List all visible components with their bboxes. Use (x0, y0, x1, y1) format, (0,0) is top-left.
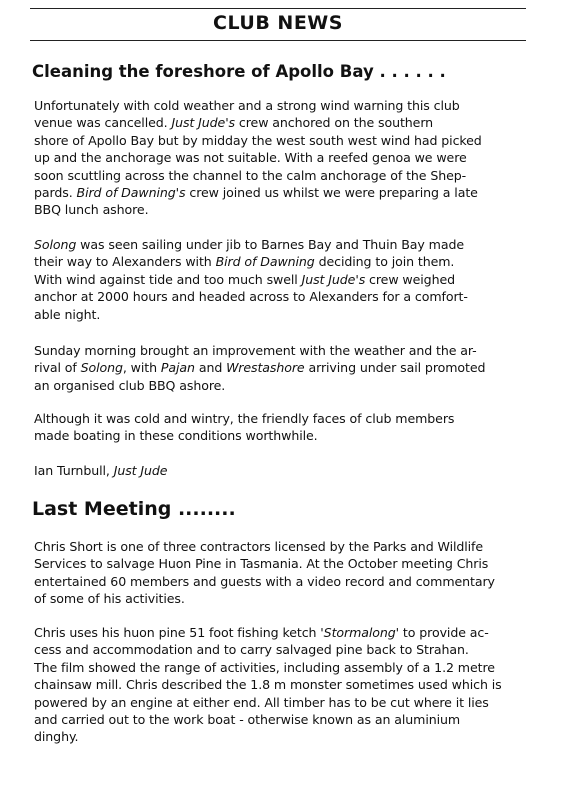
text-line: entertained 60 members and guests with a video record and commentary (34, 573, 495, 589)
text-line: Although it was cold and wintry, the friendly faces of club members (34, 411, 455, 426)
vessel-name: Just Jude (113, 463, 168, 478)
text-line: chainsaw mill. Chris described the 1.8 m monster sometimes used which is (34, 677, 502, 693)
vessel-name: Pajan (160, 360, 195, 376)
text-line: made boating in these conditions worthwhile. (34, 428, 318, 444)
text-line: soon scuttling across the channel to the calm anchorage of the Shep- (34, 167, 467, 183)
text-line: of some of his activities. (34, 591, 185, 607)
meeting-paragraph-1 (34, 538, 534, 608)
meeting-paragraph-2 (34, 624, 534, 746)
text-line: pards. Bird of Dawning's crew joined us whilst we were preparing a late (34, 185, 478, 201)
vessel-name: Wrestashore (226, 360, 305, 376)
text-line: and carried out to the work boat - otherwise known as an aluminium (34, 712, 461, 728)
vessel-name: Solong (34, 237, 77, 252)
masthead-top-rule (30, 8, 526, 9)
foreshore-paragraph-1 (34, 97, 534, 219)
text-line: BBQ lunch ashore. (34, 202, 149, 218)
text-line: able night. (34, 306, 101, 322)
text-line: powered by an engine at either end. All timber has to be cut where it lies (34, 694, 489, 710)
vessel-name: Stormalong (323, 625, 396, 640)
article-signature (34, 462, 534, 479)
text-line: Chris uses his huon pine 51 foot fishing ketch 'Stormalong' to provide ac- (34, 625, 489, 640)
text-line: anchor at 2000 hours and headed across to Alexanders for a comfort- (34, 289, 468, 305)
foreshore-paragraph-3 (34, 342, 534, 394)
text-line: The film showed the range of activities, including assembly of a 1.2 metre (34, 659, 495, 675)
text-line: Unfortunately with cold weather and a strong wind warning this club (34, 98, 460, 113)
text-line: their way to Alexanders with Bird of Dawning deciding to join them. (34, 254, 455, 270)
vessel-name: Bird of Dawning (215, 254, 315, 270)
text-line: Solong was seen sailing under jib to Barnes Bay and Thuin Bay made (34, 237, 464, 252)
masthead-bottom-rule (30, 40, 526, 41)
text-line: up and the anchorage was not suitable. With a reefed genoa we were (34, 150, 467, 166)
vessel-name: Just Jude's (301, 271, 366, 287)
text-line: Chris Short is one of three contractors licensed by the Parks and Wildlife (34, 539, 484, 554)
foreshore-paragraph-4 (34, 410, 534, 445)
vessel-name: Just Jude's (171, 115, 236, 131)
text-line: dinghy. (34, 729, 79, 745)
text-line: rival of Solong, with Pajan and Wrestashore arriving under sail promoted (34, 360, 486, 376)
text-line: Sunday morning brought an improvement with the weather and the ar- (34, 343, 477, 358)
text-line: shore of Apollo Bay but by midday the west south west wind had picked (34, 132, 482, 148)
vessel-name: Solong (80, 360, 123, 376)
text-line: cess and accommodation and to carry salvaged pine back to Strahan. (34, 642, 469, 658)
section-heading-last-meeting: Last Meeting ........ (32, 498, 236, 520)
section-heading-foreshore: Cleaning the foreshore of Apollo Bay . . . . . . (32, 62, 446, 81)
foreshore-paragraph-2 (34, 236, 534, 323)
text-line: Services to salvage Huon Pine in Tasmania. At the October meeting Chris (34, 556, 489, 572)
text-line: an organised club BBQ ashore. (34, 377, 226, 393)
signature-line: Ian Turnbull, Just Jude (34, 463, 168, 478)
masthead-title: CLUB NEWS (213, 12, 343, 34)
text-line: venue was cancelled. Just Jude's crew anchored on the southern (34, 115, 434, 131)
text-line: With wind against tide and too much swell Just Jude's crew weighed (34, 271, 456, 287)
vessel-name: Bird of Dawning's (76, 185, 186, 201)
